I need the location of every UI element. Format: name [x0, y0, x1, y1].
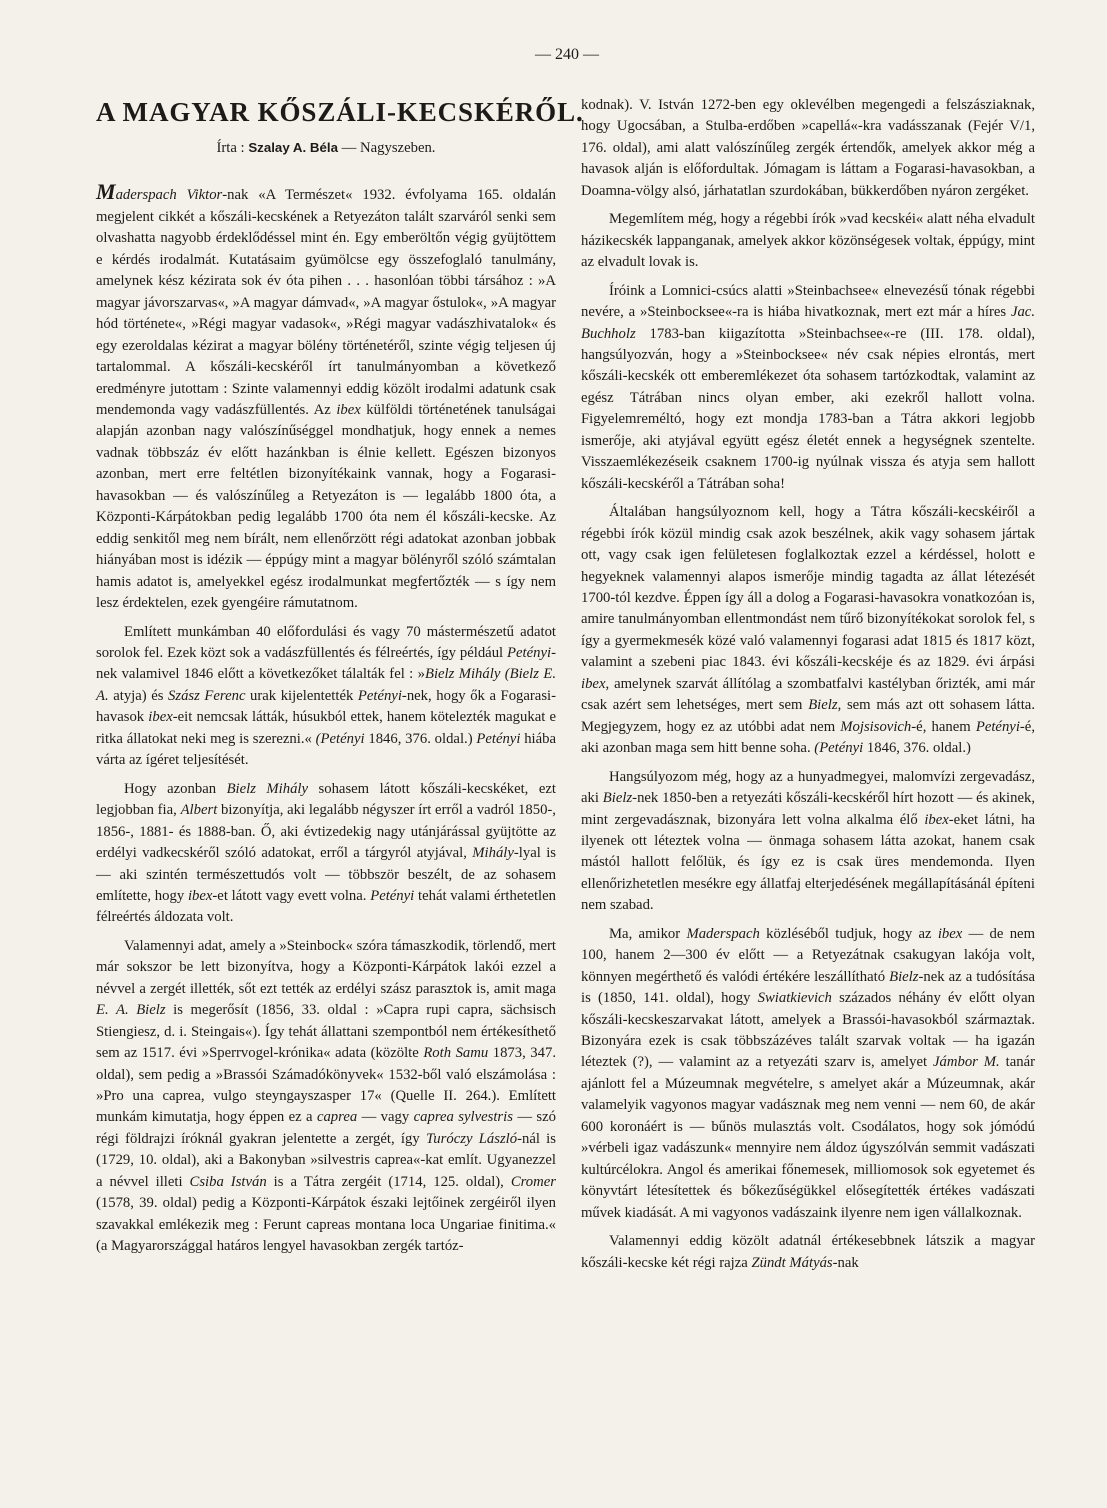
- italic-text: Swiatkievich: [757, 990, 832, 1007]
- italic-text: Petényi: [370, 887, 415, 904]
- italic-text: Bielz: [808, 697, 838, 714]
- text-run: — szó régi földrajzi íróknál gyakran jelentette a zergét, így: [96, 1109, 556, 1147]
- italic-text: Mihály: [472, 845, 514, 862]
- text-run: Íróink a Lomnici-csúcs alatti »Steinbachsee« elnevezésű tónak régebbi nevére, a »Steinbocksee«-ra is hiába hivatkoznak, mert ezt már a híres: [581, 282, 1035, 321]
- left-column-body: [96, 181, 556, 1257]
- byline-separator: —: [341, 140, 357, 156]
- paragraph: [581, 1231, 1035, 1274]
- text-run: -nek az a tudósítása is (1850, 141. oldal), hogy: [581, 968, 1035, 1007]
- text-run: 1783-ban kiigazította »Steinbachsee«-re (III. 178. oldal), hangsúlyozván, hogy a »Steinbocksee« név csak népies elrontás, mert kőszáli-kecskék ott emberemlékezet óta sohasem tartózkodtak, valamint az egész Tátrában nincs olyan ember, aki ezekről hallott volna. Figyelemreméltó, hogy ezt mondja 1783-ban a Tátra akkori legjobb ismerője, aki atyjával együtt egész életét ennek a hegységnek szentelte. Visszaemlékezéseik csaknem 1700-ig nyúlnak vissza és atyja sem hallott kőszáli-kecskéről a Tátrában soha!: [581, 325, 1035, 492]
- paragraph: [96, 622, 556, 772]
- byline-place: Nagyszeben.: [360, 140, 436, 156]
- text-run: -eit nemcsak látták, húsukból ettek, hanem kötelezték magukat e ritka állatokat neki meg is szerezni.«: [96, 709, 556, 747]
- italic-text: Bielz Mihály (Bielz E. A.: [96, 666, 556, 704]
- italic-text: Petényi: [975, 718, 1020, 735]
- byline-prefix: Írta :: [216, 140, 245, 156]
- text-run: -nek, hogy ők a Fogarasi-havasok: [96, 687, 557, 726]
- text-run: 1846, 376. oldal.): [364, 730, 477, 747]
- italic-text: ibex: [937, 925, 963, 942]
- italic-text: Petényi: [507, 644, 552, 661]
- text-run: külföldi történetének tanulságai alapján azonban nagy valószínűséggel mondhatjuk, hogy ennek a nemes vadnak többszáz év előtt hazánkban is élnie kellett. Egészen bizonyos azonban, mert erre feltétlen bizonyítékaink vannak, hogy a Fogarasi-havasokban — és valószínűleg a Retyezáton is — legalább 1800 óta, a Központi-Kárpátokban pedig legalább 1700 óta nem él kőszáli-kecske. Az eddig senkitől meg nem bírált, nem ellenőrzött régi adatokat azonban jobbak hiányában most is idézik — éppúgy mint a magyar bölényről szóló számtalan hamis adatot is, amelyekkel egész irodalmunkat megfertőzték — s így nem lesz érdektelen, ezek gyengéire rámutatnom.: [96, 401, 556, 612]
- text-run: kodnak). V. István 1272-ben egy oklevélben megengedi a felszásziaknak, hogy Ugocsában, a Stulba-erdőben »capellá«-kra vadásszanak (Fejér V/1, 176. oldal), ami alatt valószínűleg zergék értendők, amelyek akkor még a havasok alján is előfordultak. Jómagam is láttam a Fogarasi-havasokban, a Doamna-völgy alsó, járhatatlan szurdokában, bükkerdőben nyáron zergéket.: [581, 97, 1035, 199]
- text-run: -é, hanem: [911, 718, 976, 735]
- paragraph: [581, 502, 1035, 759]
- text-run: Valamennyi adat, amely a »Steinbock« szóra támaszkodik, törlendő, mert már sokszor be lett bizonyítva, hogy a Központi-Kárpátok lakói ezzel a névvel a zergét illették, sőt ezt tették az erdélyi szász parasztok is, amit maga: [96, 937, 556, 997]
- paragraph: [96, 181, 556, 614]
- page-number: — 240 —: [535, 46, 599, 63]
- italic-text: Roth Samu: [423, 1045, 489, 1062]
- text-run: -nek valamivel 1846 előtt a következőket tálalták fel : »: [96, 644, 556, 683]
- italic-text: (Petényi: [814, 740, 864, 757]
- italic-text: aderspach Viktor: [115, 187, 223, 204]
- text-run: -nak: [832, 1254, 859, 1271]
- text-run: -é, aki azonban maga sem hitt benne soha.: [581, 718, 1035, 757]
- text-run: 1846, 376. oldal.): [863, 740, 971, 757]
- italic-text: Petényi: [357, 687, 402, 704]
- right-column-body: [581, 95, 1035, 1274]
- text-run: közléséből tudjuk, hogy az: [759, 925, 938, 942]
- italic-text: Zündt Mátyás: [751, 1254, 833, 1271]
- italic-text: Bielz: [889, 968, 919, 985]
- text-run: atyja) és: [108, 687, 169, 704]
- text-run: -eket látni, ha ilyenek ott léteztek volna — önmaga sohasem látta azokat, hanem csak mástól hallott felőlük, és így ez is csak üres mendemonda. Ilyen ellenőrizhetetlen mesékre egy állatfaj elterjedésének megállapításánál építeni nem szabad.: [581, 811, 1035, 914]
- text-run: — de nem 100, hanem 2—300 év előtt — a Retyezátnak csakugyan lakója volt, könnyen megérthető és valódi értékére leszállítható: [581, 925, 1036, 985]
- text-run: tanár ajánlott fel a Múzeumnak megvételre, s amelyet akár a Múzeumnak, akár valamelyik vagyonos magyar vadásznak meg nem venni — nem 60, de akár 600 koronáért is — bűnös mulasztás volt. Csodálatos, hogy sok jómódú »vérbeli igaz vadászunk« mennyire nem áldoz úgyszólván semmit vadászati kultúrcélokra. Angol és amerikai főnemesek, milliomosok sok egyetemet és könyvtárt létesítettek és bőkezűségükkel elősegítették értékes vadászati művek kiadását. A mi vagyonos vadászaink ilyenre nem igen vállalkoznak.: [581, 1054, 1035, 1221]
- text-run: urak kijelentették: [245, 687, 358, 704]
- byline: [96, 137, 556, 159]
- italic-text: Bielz Mihály: [226, 780, 309, 797]
- text-run: — vagy: [357, 1109, 414, 1126]
- text-run: Megemlítem még, hogy a régebbi írók »vad kecskéi« alatt néha elvadult házikecskék lappanganak, amelyek akkor közönségesek voltak, éppúgy, mint az elvadult lovak is.: [581, 211, 1035, 271]
- text-run: tehát valami érthetetlen félreértés áldozata volt.: [96, 887, 556, 926]
- italic-text: Szász Ferenc: [168, 687, 246, 704]
- italic-text: (Petényi: [315, 730, 365, 747]
- text-run: Ma, amikor: [609, 925, 687, 942]
- text-run: -nek 1850-ben a retyezáti kőszáli-kecskéről hírt hozott — és akinek, mint zergevadásznak, bizonyára lett volna alkalma élő: [581, 790, 1036, 828]
- text-run: Hangsúlyozom még, hogy az a hunyadmegyei, malomvízi zergevadász, aki: [581, 768, 1035, 807]
- drop-cap: M: [96, 179, 116, 205]
- italic-text: ibex: [187, 887, 213, 904]
- italic-text: Albert: [180, 802, 218, 819]
- left-column: [96, 95, 584, 1265]
- paragraph: [581, 209, 1035, 273]
- text-run: -et látott vagy evett volna.: [212, 887, 371, 904]
- text-run: Valamennyi eddig közölt adatnál értékesebbnek látszik a magyar kőszáli-kecske két régi rajza: [581, 1233, 1035, 1271]
- article-title: A MAGYAR KŐSZÁLI-KECSKÉRŐL.: [96, 97, 584, 127]
- right-column: [581, 95, 1035, 1281]
- text-run: hiába várta az ígéret teljesítését.: [96, 730, 557, 769]
- italic-text: Maderspach: [686, 925, 760, 942]
- italic-text: Turóczy László: [425, 1130, 518, 1147]
- text-run: Hogy azonban: [124, 780, 227, 797]
- italic-text: ibex: [581, 675, 606, 692]
- text-run: , amelynek szarvát állítólag a szombatfalvi kastélyban őrizték, ami már csak azért sem lehetséges, mert sem: [581, 675, 1035, 714]
- paragraph: [96, 779, 556, 929]
- text-run: Említett munkámban 40 előfordulási és vagy 70 mástermészetű adatot sorolok fel. Ezek közt sok a vadászfüllentés és félreértés, így például: [96, 623, 556, 661]
- byline-author: Szalay A. Béla: [248, 140, 338, 155]
- italic-text: Petényi: [476, 730, 521, 747]
- paragraph: [581, 95, 1035, 202]
- paragraph: [96, 936, 556, 1258]
- paragraph: [581, 281, 1035, 496]
- italic-text: ibex: [148, 709, 173, 726]
- text-run: -nál is (1729, 10. oldal), aki a Bakonyban »silvestris caprea«-kat említ. Ugyanezzel a névvel illeti: [96, 1130, 556, 1190]
- italic-text: Bielz: [602, 790, 633, 807]
- text-run: is a Tátra zergéit (1714, 125. oldal),: [266, 1173, 511, 1190]
- text-run: is megerősít (1856, 33. oldal : »Capra rupi capra, sächsisch Stiengiesz, d. i. Steingais«). Így tehát állattani szempontból nem értékesíthető sem az 1517. évi »Sperrvogel-krónika« adata (közölte: [96, 1002, 556, 1062]
- italic-text: ibex: [924, 811, 949, 828]
- italic-text: caprea: [316, 1109, 358, 1126]
- italic-text: Cromer: [510, 1173, 556, 1190]
- italic-text: Jac. Buchholz: [581, 304, 1035, 342]
- paragraph: [581, 924, 1035, 1224]
- text-run: , sem más azt ott sohasem látta. Megjegyzem, hogy ez az utóbbi adat nem: [581, 697, 1035, 735]
- text-run: -lyal is — aki szintén természettudós volt — többször beszélt, de az sohasem említette, hogy: [96, 845, 556, 904]
- italic-text: Jámbor M.: [933, 1054, 1000, 1071]
- italic-text: E. A. Bielz: [96, 1002, 166, 1019]
- text-run: bizonyítja, aki legalább négyszer írt erről a vadról 1850-, 1856-, 1881- és 1888-ban. Ő, aki évtizedekig nagy utánjárással gyüjtötte az erdélyi vadkecskéről szóló adatokat, erről a tárgyról atyjával,: [96, 802, 556, 862]
- text-run: százados néhány év előtt olyan kőszáli-kecskeszarvakat látott, amelyek a Brassói-havasokból származtak. Bizonyára ezek is csak többszázéves talált szarvak voltak — ha igazán léteztek (?), — valamint az a retyezáti szarv is, amelyet: [581, 990, 1035, 1071]
- paragraph: [581, 767, 1035, 917]
- text-run: 1873, 347. oldal), sem pedig a »Brassói Számadókönyvek« 1532-ből való elszámolása : »Pro una caprea, vulgo steyngayszasper 17« (Quelle II. 264.). Említett munkám kimutatja, hogy éppen ez a: [96, 1045, 557, 1126]
- text-run: sohasem látott kőszáli-kecskéket, ezt legjobban fia,: [96, 780, 556, 819]
- text-run: Általában hangsúlyoznom kell, hogy a Tátra kőszáli-kecskéiről a régebbi írók közül mindig csak azok beszélnek, akik vagy sohasem jártak ott, vagy csak igen felületesen foglalkoztak ezzel a kérdéssel, holott e hegyeknek valamennyi alapos ismerője mindig tagadta az állat létezését 1700-tól kezdve. Éppen így áll a dolog a Fogarasi-havasokra vonatkozóan is, amire tanulmányomban ellentmondást nem tűrő bizonyítékokat sorolok fel, s így a gyermekmesék közé való valamennyi fogarasi adat 1815 és 1817 közt, valamint a szebeni piac 1843. évi kőszáli-kecskéje és az 1829. évi árpási: [581, 504, 1035, 671]
- italic-text: ibex: [336, 401, 361, 418]
- italic-text: Csiba István: [189, 1173, 267, 1190]
- italic-text: Mojsisovich: [840, 718, 912, 735]
- text-run: (1578, 39. oldal) pedig a Központi-Kárpátok északi lejtőinek zergéiről ilyen szavakkal emlékezik meg : Ferunt capreas montana loca Ungariae finitima.« (a Magyarországgal határos lengyel havasokban zergék tartóz-: [96, 1195, 556, 1255]
- italic-text: caprea sylvestris: [413, 1109, 513, 1126]
- text-run: -nak «A Természet« 1932. évfolyama 165. oldalán megjelent cikkét a kőszáli-kecskének a Retyezáton talált szarváról senki sem olvashatta nagyobb érdeklődéssel mint én. Egy emberöltőn végig gyüjtöttem e kérdés irodalmát. Kutatásaim gyümölcse egy összefoglaló tanulmány, amelynek kész kézirata sok év óta pihen . . . hasonlóan többi társához : »A magyar jávorszarvas«, »A magyar dámvad«, »A magyar őstulok«, »A magyar hód története«, »Régi magyar vadasok«, »Régi magyar vadászhivatalok« és egy ezeroldalas kézirat a magyar bölény történetéről, szinte végig teljesen új tartalommal. A kőszáli-kecskéről írt tanulmányomban a következő eredményre jutottam : Szinte valamennyi eddig közölt irodalmi adatunk csak mendemonda vagy vadászfüllentés. Az: [96, 187, 556, 418]
